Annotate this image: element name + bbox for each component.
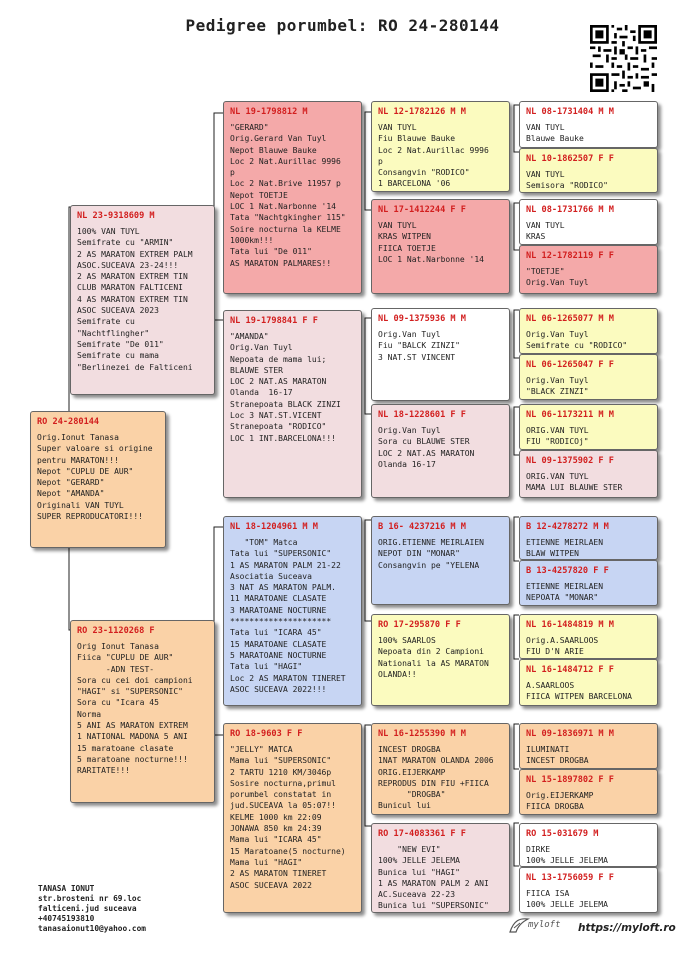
ring-number: NL 09-1375902 F F: [526, 456, 614, 466]
sire-card[interactable]: [70, 205, 215, 395]
ring-number: RO 15-031679 M: [526, 829, 599, 839]
pedigree-notes: "GERARD" Orig.Gerard Van Tuyl Nepot Blauwe Bauke Loc 2 Nat.Aurillac 9996 p Loc 2 Nat.Brive 11957 p Nepot TOETJE LOC 1 Nat.Narbonne '14 Tata "Nachtgkingher 115" Soire nocturna la KELME 1000km!!! Tata lui "De 011" AS MARATON PALMARES!!: [230, 123, 346, 268]
ring-number: NL 06-1265047 F F: [526, 360, 614, 370]
pedigree-notes: ORIG.ETIENNE MEIRLAIEN NEPOT DIN "MONAR" Consangvin pe "YELENA: [378, 538, 484, 570]
ring-number: NL 16-1255390 M M: [378, 729, 466, 739]
ring-number: RO 24-280144: [37, 417, 100, 427]
gen5-card-3[interactable]: [519, 199, 658, 245]
ring-number: RO 18-9603 F F: [230, 729, 303, 739]
gen4-card-8[interactable]: [371, 823, 510, 913]
gen5-card-10[interactable]: [519, 560, 658, 606]
ring-number: NL 15-1897802 F F: [526, 775, 614, 785]
gen4-card-2[interactable]: [371, 199, 510, 294]
pedigree-notes: ORIG.VAN TUYL FIU "RODICOj": [526, 426, 589, 447]
pedigree-notes: Orig.Van Tuyl Sora cu BLAUWE STER LOC 2 NAT.AS MARATON Olanda 16-17: [378, 426, 475, 469]
ring-number: NL 23-9318609 M: [77, 211, 155, 221]
gen5-card-5[interactable]: [519, 308, 658, 354]
ring-number: NL 08-1731404 M M: [526, 107, 614, 117]
gen3-card-3[interactable]: [223, 516, 362, 706]
brand-name: myloft: [528, 920, 561, 930]
ring-number: NL 12-1782119 F F: [526, 251, 614, 261]
ring-number: NL 09-1836971 M M: [526, 729, 614, 739]
pedigree-notes: Orig.Van Tuyl Fiu "BALCK ZINZI" 3 NAT.ST VINCENT: [378, 330, 460, 362]
gen5-card-8[interactable]: [519, 450, 658, 498]
gen5-card-13[interactable]: [519, 723, 658, 769]
pedigree-notes: 100% SAARLOS Nepoata din 2 Campioni Nationali la AS MARATON OLANDA!!: [378, 636, 489, 679]
pedigree-notes: ORIG.VAN TUYL MAMA LUI BLAUWE STER: [526, 472, 623, 493]
ring-number: NL 12-1782126 M M: [378, 107, 466, 117]
ring-number: RO 17-295870 F F: [378, 620, 461, 630]
gen3-card-2[interactable]: [223, 310, 362, 498]
pedigree-notes: VAN TUYL KRAS: [526, 221, 565, 242]
gen5-card-9[interactable]: [519, 516, 658, 560]
ring-number: NL 19-1798841 F F: [230, 316, 318, 326]
gen5-card-4[interactable]: [519, 245, 658, 294]
ring-number: NL 13-1756059 F F: [526, 873, 614, 883]
pedigree-notes: VAN TUYL Blauwe Bauke: [526, 123, 584, 144]
pedigree-notes: VAN TUYL KRAS WITPEN FIICA TOETJE LOC 1 Nat.Narbonne '14: [378, 221, 484, 264]
gen5-card-1[interactable]: [519, 101, 658, 148]
pedigree-notes: 100% VAN TUYL Semifrate cu "ARMIN" 2 AS MARATON EXTREM PALM ASOC.SUCEAVA 23-24!!! 2 AS MARATON EXTREM TIN CLUB MARATON FALTICENI 4 AS MARATON EXTREM TIN ASOC SUCEAVA 2023 Semifrate cu "Nachtflingher" Semifrate "De 011" Semifrate cu mama "Berlinezei de Falticeni: [77, 227, 193, 372]
pedigree-notes: ETIENNE MEIRLAEN BLAW WITPEN: [526, 538, 604, 559]
ring-number: RO 23-1120268 F: [77, 626, 155, 636]
website-link[interactable]: https://myloft.ro: [578, 922, 676, 934]
pedigree-notes: "NEW EVI" 100% JELLE JELEMA Bunica lui "HAGI" 1 AS MARATON PALM 2 ANI AC.Suceava 22-23 Bunica lui "SUPERSONIC": [378, 845, 489, 911]
gen4-card-3[interactable]: [371, 308, 510, 401]
pedigree-notes: VAN TUYL Fiu Blauwe Bauke Loc 2 Nat.Aurillac 9996 p Consangvin "RODICO" 1 BARCELONA '06: [378, 123, 489, 189]
pedigree-notes: A.SAARLOOS FIICA WITPEN BARCELONA: [526, 681, 632, 702]
gen4-card-4[interactable]: [371, 404, 510, 498]
gen4-card-1[interactable]: [371, 101, 510, 192]
gen5-card-11[interactable]: [519, 614, 658, 659]
ring-number: B 12-4278272 M M: [526, 522, 609, 532]
ring-number: NL 16-1484712 F F: [526, 665, 614, 675]
ring-number: NL 06-1173211 M M: [526, 410, 614, 420]
pedigree-notes: "TOETJE" Orig.Van Tuyl: [526, 267, 589, 288]
gen4-card-5[interactable]: [371, 516, 510, 605]
gen4-card-6[interactable]: [371, 614, 510, 706]
pedigree-notes: FIICA ISA 100% JELLE JELEMA: [526, 889, 608, 910]
pedigree-notes: ETIENNE MEIRLAEN NEPOATA "MONAR": [526, 582, 604, 603]
pedigree-notes: "AMANDA" Orig.Van Tuyl Nepoata de mama lui; BLAUWE STER LOC 2 NAT.AS MARATON Olanda 16-17 Stranepoata BLACK ZINZI Loc 3 NAT.ST.VICENT Stranepoata "RODICO" LOC 1 INT.BARCELONA!!!: [230, 332, 341, 443]
gen5-card-15[interactable]: [519, 823, 658, 867]
gen4-card-7[interactable]: [371, 723, 510, 815]
pedigree-notes: "JELLY" MATCA Mama lui "SUPERSONIC" 2 TARTU 1210 KM/3046p Sosire nocturna,primul porumbel constatat in jud.SUCEAVA la 05:07!! KELME 1000 km 22:09 JONAWA 850 km 24:39 Mama lui "ICARA 45" 15 Maratoane(5 nocturne) Mama lui "HAGI" 2 AS MARATON TINERET ASOC SUCEAVA 2022: [230, 745, 346, 890]
ring-number: NL 19-1798812 M: [230, 107, 308, 117]
pedigree-notes: DIRKE 100% JELLE JELEMA: [526, 845, 608, 866]
gen5-card-16[interactable]: [519, 867, 658, 913]
pedigree-notes: INCEST DROGBA 1NAT MARATON OLANDA 2006 ORIG.EIJERKAMP REPRODUS DIN FIU +FIICA "DROGBA" Bunicul lui: [378, 745, 494, 811]
pedigree-notes: "TOM" Matca Tata lui "SUPERSONIC" 1 AS MARATON PALM 21-22 Asociatia Suceava 3 NAT AS MARATON PALM. 11 MARATOANE CLASATE 3 MARATOANE NOCTURNE ********************* Tata lui "ICARA 45" 15 MARATOANE CLASATE 5 MARATOANE NOCTURNE Tata lui "HAGI" Loc 2 AS MARATON TINERET ASOC SUCEAVA 2022!!!: [230, 538, 346, 694]
ring-number: NL 17-1412244 F F: [378, 205, 466, 215]
pedigree-notes: VAN TUYL Semisora "RODICO": [526, 170, 608, 191]
gen5-card-14[interactable]: [519, 769, 658, 815]
ring-number: NL 16-1484819 M M: [526, 620, 614, 630]
ring-number: RO 17-4083361 F F: [378, 829, 466, 839]
pedigree-notes: Orig.A.SAARLOOS FIU D'N ARIE: [526, 636, 599, 657]
pedigree-notes: Orig.Van Tuyl "BLACK ZINZI": [526, 376, 589, 397]
owner-contact: TANASA IONUT str.brosteni nr 69.loc falticeni.jud suceava +40745193810 tanasaionut10@yahoo.com: [38, 884, 146, 933]
myloft-logo-icon: [508, 916, 530, 934]
dam-card[interactable]: [70, 620, 215, 803]
pedigree-notes: Orig.Van Tuyl Semifrate cu "RODICO": [526, 330, 628, 351]
pedigree-notes: Orig.Ionut Tanasa Super valoare si origine pentru MARATON!!! Nepot "CUPLU DE AUR" Nepot "GERARD" Nepot "AMANDA" Originali VAN TUYL SUPER REPRODUCATORI!!!: [37, 433, 153, 522]
gen3-card-4[interactable]: [223, 723, 362, 913]
ring-number: NL 18-1228601 F F: [378, 410, 466, 420]
pedigree-notes: Orig.EIJERKAMP FIICA DROGBA: [526, 791, 594, 812]
gen5-card-12[interactable]: [519, 659, 658, 706]
gen5-card-2[interactable]: [519, 148, 658, 193]
pedigree-notes: Orig Ionut Tanasa Fiica "CUPLU DE AUR" -ADN TEST- Sora cu cei doi campioni "HAGI" si "SUPERSONIC" Sora cu "Icara 45 Norma 5 ANI AS MARATON EXTREM 1 NATIONAL MADONA 5 ANI 15 maratoane clasate 5 maratoane nocturne!!! RARITATE!!!: [77, 642, 193, 776]
ring-number: NL 18-1204961 M M: [230, 522, 318, 532]
ring-number: NL 09-1375936 M M: [378, 314, 466, 324]
page-title: Pedigree porumbel: RO 24-280144: [185, 16, 500, 35]
ring-number: B 16- 4237216 M M: [378, 522, 466, 532]
subject-card[interactable]: [30, 411, 166, 548]
gen5-card-6[interactable]: [519, 354, 658, 400]
gen5-card-7[interactable]: [519, 404, 658, 450]
gen3-card-1[interactable]: [223, 101, 362, 294]
ring-number: NL 10-1862507 F F: [526, 154, 614, 164]
ring-number: NL 08-1731766 M M: [526, 205, 614, 215]
pedigree-notes: ILUMINATI INCEST DROGBA: [526, 745, 589, 766]
ring-number: NL 06-1265077 M M: [526, 314, 614, 324]
ring-number: B 13-4257820 F F: [526, 566, 609, 576]
